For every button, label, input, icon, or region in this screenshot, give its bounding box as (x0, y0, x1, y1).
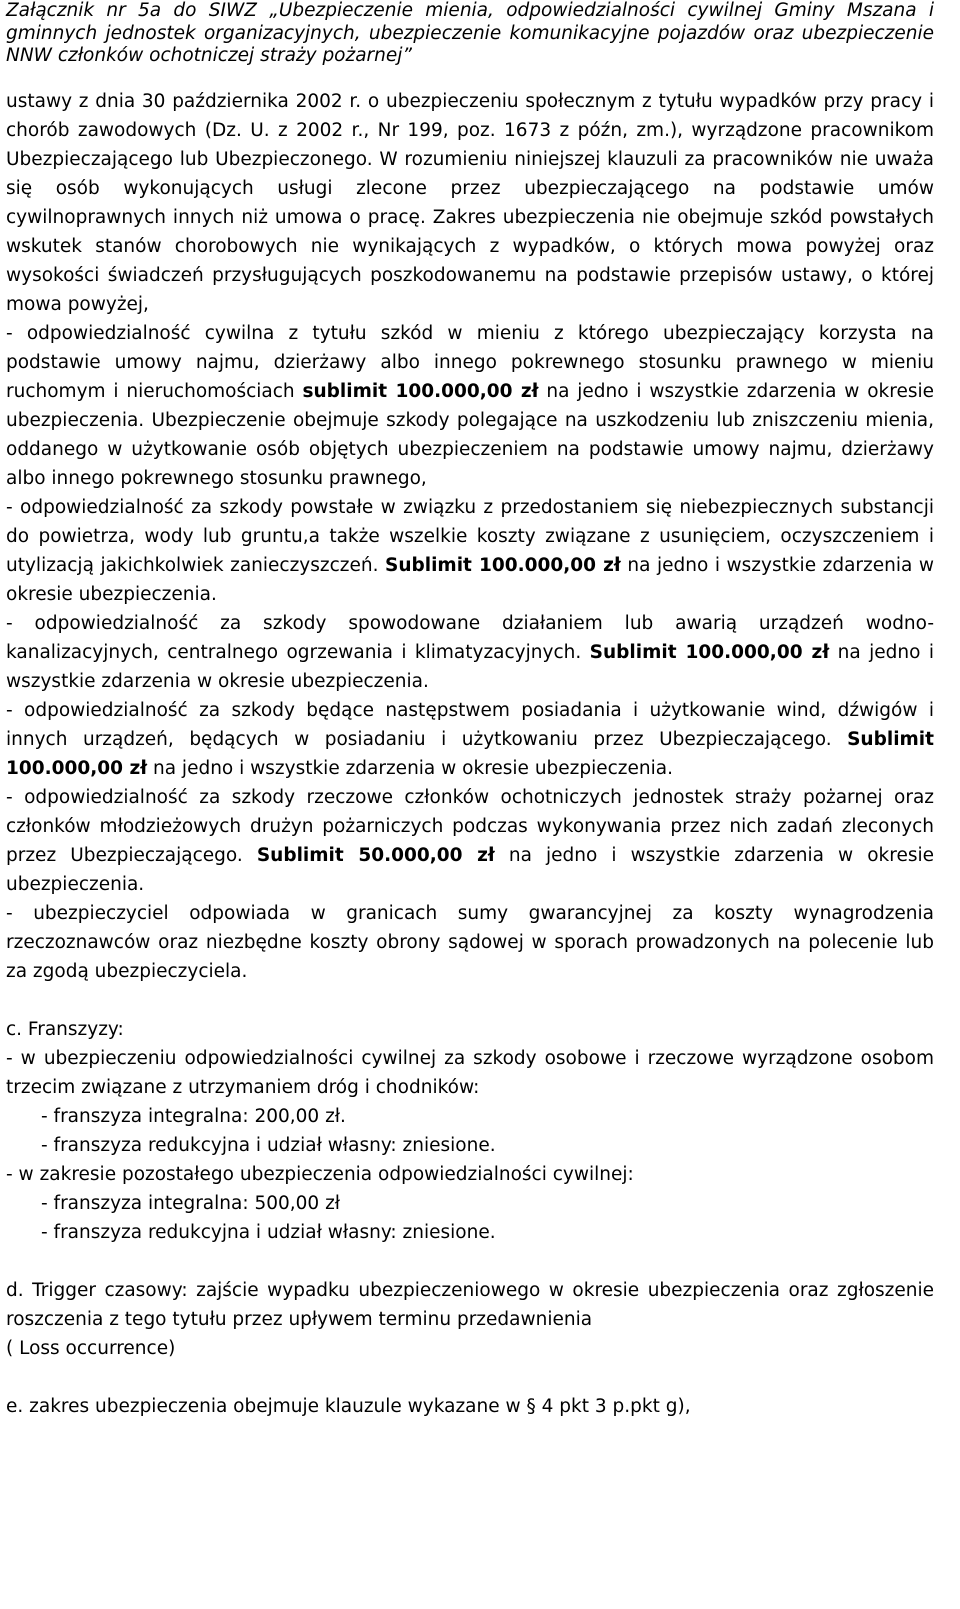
paragraph-expert-costs (6, 899, 934, 986)
paragraph-installations-liability (6, 609, 934, 696)
section-c-heading: c. Franszyzy: (6, 1019, 124, 1040)
paragraph-pollution-liability (6, 493, 934, 609)
section-c-item-2: - w zakresie pozostałego ubezpieczenia odpowiedzialności cywilnej: (6, 1164, 634, 1185)
paragraph-text: na jedno i wszystkie zdarzenia w okresie ubezpieczenia. (6, 845, 935, 895)
paragraph-text: - odpowiedzialność cywilna z tytułu szkód w mieniu z którego ubezpieczający korzysta na podstawie umowy najmu, dzierżawy albo innego pokrewnego stosunku prawnego w mieniu ruchomym i nieruchomościach (6, 323, 934, 402)
section-e-text: e. zakres ubezpieczenia obejmuje klauzule wykazane w § 4 pkt 3 p.pkt g), (6, 1396, 691, 1417)
paragraph-text: - ubezpieczyciel odpowiada w granicach sumy gwarancyjnej za koszty wynagrodzenia rzeczoznawców oraz niezbędne koszty obrony sądowej w sporach prowadzonych na polecenie lub za zgodą ubezpieczyciela. (6, 903, 934, 982)
paragraph-text: - odpowiedzialność za szkody będące następstwem posiadania i użytkowanie wind, dźwigów i innych urządzeń, będących w posiadaniu i użytkowaniu przez Ubezpieczającego. (6, 700, 934, 750)
document-body (6, 87, 934, 1421)
section-c-item-1-sub-2: - franszyza redukcyjna i udział własny: zniesione. (41, 1135, 496, 1156)
paragraph-text: na jedno i wszystkie zdarzenia w okresie ubezpieczenia. Ubezpieczenie obejmuje szkody polegające na uszkodzeniu lub zniszczeniu mienia, oddanego w użytkowanie osób objętych ubezpieczeniem na podstawie umowy najmu, dzierżawy albo innego pokrewnego stosunku prawnego, (6, 381, 935, 489)
sublimit-text: Sublimit 100.000,00 zł (385, 555, 621, 576)
spacer (6, 1247, 934, 1276)
paragraph-text: - odpowiedzialność za szkody rzeczowe członków ochotniczych jednostek straży pożarnej oraz członków młodzieżowych drużyn pożarniczych podczas wykonywania przez nich zadań zleconych przez Ubezpieczającego. (6, 787, 934, 866)
spacer (6, 986, 934, 1015)
section-c-item-1-sub-1: - franszyza integralna: 200,00 zł. (41, 1106, 346, 1127)
paragraph-employees (6, 87, 934, 319)
paragraph-text: na jedno i wszystkie zdarzenia w okresie ubezpieczenia. (6, 642, 935, 692)
sublimit-text: Sublimit 100.000,00 zł (6, 729, 934, 779)
paragraph-lifts-liability (6, 696, 934, 783)
paragraph-tenancy-liability (6, 319, 934, 493)
document-header (6, 0, 934, 68)
section-c-item-2-sub-1: - franszyza integralna: 500,00 zł (41, 1193, 341, 1214)
sublimit-text: sublimit 100.000,00 zł (302, 381, 539, 402)
paragraph-text: ustawy z dnia 30 października 2002 r. o ubezpieczeniu społecznym z tytułu wypadków przy pracy i chorób zawodowych (Dz. U. z 2002 r., Nr 199, poz. 1673 z późn, zm.), wyrządzone pracownikom Ubezpieczającego lub Ubezpieczonego. W rozumieniu niniejszej klauzuli za pracowników nie uważa się osób wykonujących usługi zlecone przez ubezpieczającego na podstawie umów cywilnoprawnych innych niż umowa o pracę. Zakres ubezpieczenia nie obejmuje szkód powstałych wskutek stanów chorobowych nie wynikających z wypadków, o których mowa powyżej oraz wysokości świadczeń przysługujących poszkodowanemu na podstawie przepisów ustawy, o której mowa powyżej, (6, 91, 934, 315)
section-c-item-2-sub-2: - franszyza redukcyjna i udział własny: zniesione. (41, 1222, 496, 1243)
sublimit-text: Sublimit 100.000,00 zł (589, 642, 830, 663)
spacer (6, 1363, 934, 1392)
section-d-note: ( Loss occurrence) (6, 1338, 176, 1359)
sublimit-text: Sublimit 50.000,00 zł (256, 845, 495, 866)
paragraph-text: na jedno i wszystkie zdarzenia w okresie ubezpieczenia. (147, 758, 673, 779)
section-c-item-1: - w ubezpieczeniu odpowiedzialności cywilnej za szkody osobowe i rzeczowe wyrządzone osobom trzecim związane z utrzymaniem dróg i chodników: (6, 1048, 934, 1098)
header-text: Załącznik nr 5a do SIWZ „Ubezpieczenie mienia, odpowiedzialności cywilnej Gminy Mszana i gminnych jednostek organizacyjnych, ubezpieczenie komunikacyjne pojazdów oraz ubezpieczenie NNW członków ochotniczej straży pożarnej” (6, 0, 934, 66)
paragraph-text: na jedno i wszystkie zdarzenia w okresie ubezpieczenia. (6, 555, 934, 605)
section-d-text: d. Trigger czasowy: zajście wypadku ubezpieczeniowego w okresie ubezpieczenia oraz zgłoszenie roszczenia z tego tytułu przez upływem terminu przedawnienia (6, 1280, 934, 1330)
paragraph-text: - odpowiedzialność za szkody spowodowane działaniem lub awarią urządzeń wodno-kanalizacyjnych, centralnego ogrzewania i klimatyzacyjnych. (6, 613, 934, 663)
paragraph-firefighters-liability (6, 783, 934, 899)
paragraph-text: - odpowiedzialność za szkody powstałe w związku z przedostaniem się niebezpiecznych substancji do powietrza, wody lub gruntu,a także wszelkie koszty związane z usunięciem, oczyszczeniem i utylizacją jakichkolwiek zanieczyszczeń. (6, 497, 934, 576)
